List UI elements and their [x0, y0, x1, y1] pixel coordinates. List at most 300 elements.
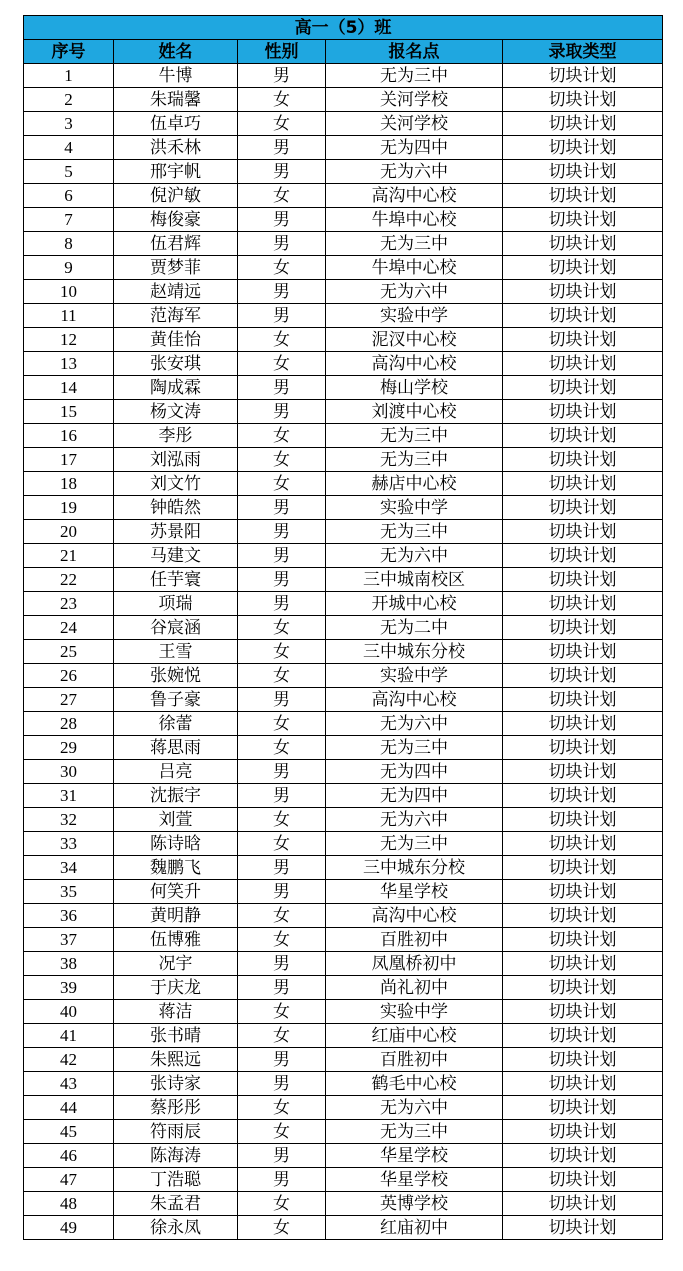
- admission-type-cell: 切块计划: [503, 448, 663, 472]
- index-cell: 38: [24, 952, 114, 976]
- school-cell: 无为三中: [326, 64, 503, 88]
- table-row: [24, 640, 663, 664]
- gender-cell: 女: [238, 928, 326, 952]
- name-cell: 王雪: [114, 640, 238, 664]
- index-cell: 26: [24, 664, 114, 688]
- school-cell: 关河学校: [326, 112, 503, 136]
- admission-type-cell: 切块计划: [503, 808, 663, 832]
- gender-cell: 男: [238, 952, 326, 976]
- admission-type-cell: 切块计划: [503, 856, 663, 880]
- admission-type-cell: 切块计划: [503, 1216, 663, 1240]
- school-cell: 无为六中: [326, 160, 503, 184]
- gender-cell: 男: [238, 592, 326, 616]
- gender-cell: 男: [238, 496, 326, 520]
- gender-cell: 女: [238, 1192, 326, 1216]
- admission-type-cell: 切块计划: [503, 1000, 663, 1024]
- name-cell: 刘泓雨: [114, 448, 238, 472]
- gender-cell: 男: [238, 208, 326, 232]
- table-row: [24, 1216, 663, 1240]
- index-cell: 11: [24, 304, 114, 328]
- school-cell: 无为六中: [326, 544, 503, 568]
- name-cell: 张诗家: [114, 1072, 238, 1096]
- table-row: [24, 928, 663, 952]
- admission-type-cell: 切块计划: [503, 640, 663, 664]
- gender-cell: 男: [238, 856, 326, 880]
- index-cell: 42: [24, 1048, 114, 1072]
- table-row: [24, 568, 663, 592]
- gender-cell: 女: [238, 1000, 326, 1024]
- admission-type-cell: 切块计划: [503, 64, 663, 88]
- index-cell: 15: [24, 400, 114, 424]
- admission-type-cell: 切块计划: [503, 328, 663, 352]
- table-row: [24, 1048, 663, 1072]
- admission-type-cell: 切块计划: [503, 928, 663, 952]
- gender-cell: 男: [238, 232, 326, 256]
- gender-cell: 女: [238, 424, 326, 448]
- admission-type-cell: 切块计划: [503, 784, 663, 808]
- admission-type-cell: 切块计划: [503, 736, 663, 760]
- school-cell: 三中城南校区: [326, 568, 503, 592]
- index-cell: 19: [24, 496, 114, 520]
- gender-cell: 女: [238, 640, 326, 664]
- name-cell: 张书晴: [114, 1024, 238, 1048]
- admission-type-cell: 切块计划: [503, 760, 663, 784]
- table-row: [24, 904, 663, 928]
- admission-type-cell: 切块计划: [503, 280, 663, 304]
- admission-type-cell: 切块计划: [503, 1144, 663, 1168]
- table-row: [24, 88, 663, 112]
- admission-type-cell: 切块计划: [503, 352, 663, 376]
- table-row: [24, 328, 663, 352]
- gender-cell: 女: [238, 352, 326, 376]
- gender-cell: 男: [238, 400, 326, 424]
- index-cell: 20: [24, 520, 114, 544]
- name-cell: 谷宸涵: [114, 616, 238, 640]
- school-cell: 梅山学校: [326, 376, 503, 400]
- gender-cell: 男: [238, 760, 326, 784]
- name-cell: 陈海涛: [114, 1144, 238, 1168]
- name-cell: 符雨辰: [114, 1120, 238, 1144]
- index-cell: 17: [24, 448, 114, 472]
- admission-type-cell: 切块计划: [503, 544, 663, 568]
- index-cell: 49: [24, 1216, 114, 1240]
- school-cell: 实验中学: [326, 664, 503, 688]
- index-cell: 1: [24, 64, 114, 88]
- gender-cell: 女: [238, 256, 326, 280]
- index-cell: 6: [24, 184, 114, 208]
- index-cell: 22: [24, 568, 114, 592]
- school-cell: 三中城东分校: [326, 856, 503, 880]
- index-cell: 29: [24, 736, 114, 760]
- school-cell: 牛埠中心校: [326, 208, 503, 232]
- school-cell: 华星学校: [326, 1168, 503, 1192]
- table-row: [24, 1120, 663, 1144]
- table-row: [24, 880, 663, 904]
- table-row: [24, 952, 663, 976]
- gender-cell: 女: [238, 472, 326, 496]
- gender-cell: 女: [238, 736, 326, 760]
- name-cell: 项瑞: [114, 592, 238, 616]
- admission-type-cell: 切块计划: [503, 1168, 663, 1192]
- school-cell: 无为四中: [326, 784, 503, 808]
- header-gender: 性别: [238, 40, 326, 64]
- school-cell: 三中城东分校: [326, 640, 503, 664]
- admission-type-cell: 切块计划: [503, 832, 663, 856]
- index-cell: 43: [24, 1072, 114, 1096]
- admission-type-cell: 切块计划: [503, 232, 663, 256]
- table-row: [24, 352, 663, 376]
- name-cell: 杨文涛: [114, 400, 238, 424]
- school-cell: 高沟中心校: [326, 904, 503, 928]
- table-row: [24, 784, 663, 808]
- school-cell: 华星学校: [326, 880, 503, 904]
- admission-type-cell: 切块计划: [503, 1024, 663, 1048]
- name-cell: 丁浩聪: [114, 1168, 238, 1192]
- school-cell: 红庙初中: [326, 1216, 503, 1240]
- name-cell: 洪禾林: [114, 136, 238, 160]
- name-cell: 朱瑞馨: [114, 88, 238, 112]
- gender-cell: 男: [238, 520, 326, 544]
- table-row: [24, 496, 663, 520]
- gender-cell: 女: [238, 1096, 326, 1120]
- table-row: [24, 520, 663, 544]
- school-cell: 红庙中心校: [326, 1024, 503, 1048]
- index-cell: 46: [24, 1144, 114, 1168]
- school-cell: 百胜初中: [326, 928, 503, 952]
- admission-type-cell: 切块计划: [503, 160, 663, 184]
- index-cell: 3: [24, 112, 114, 136]
- name-cell: 钟皓然: [114, 496, 238, 520]
- table-row: [24, 832, 663, 856]
- header-index: 序号: [24, 40, 114, 64]
- school-cell: 无为三中: [326, 232, 503, 256]
- table-row: [24, 688, 663, 712]
- school-cell: 无为四中: [326, 136, 503, 160]
- name-cell: 刘萱: [114, 808, 238, 832]
- name-cell: 蒋洁: [114, 1000, 238, 1024]
- name-cell: 邢宇帆: [114, 160, 238, 184]
- school-cell: 凤凰桥初中: [326, 952, 503, 976]
- gender-cell: 女: [238, 184, 326, 208]
- name-cell: 蒋思雨: [114, 736, 238, 760]
- gender-cell: 男: [238, 568, 326, 592]
- table-row: [24, 472, 663, 496]
- name-cell: 何笑升: [114, 880, 238, 904]
- table-row: [24, 1000, 663, 1024]
- header-admission-type: 录取类型: [503, 40, 663, 64]
- admission-type-cell: 切块计划: [503, 1096, 663, 1120]
- gender-cell: 女: [238, 328, 326, 352]
- gender-cell: 女: [238, 448, 326, 472]
- admission-type-cell: 切块计划: [503, 208, 663, 232]
- school-cell: 尚礼初中: [326, 976, 503, 1000]
- gender-cell: 女: [238, 664, 326, 688]
- table-title: 高一（5）班: [24, 16, 663, 40]
- name-cell: 牛博: [114, 64, 238, 88]
- gender-cell: 男: [238, 1168, 326, 1192]
- index-cell: 4: [24, 136, 114, 160]
- admission-type-cell: 切块计划: [503, 688, 663, 712]
- index-cell: 25: [24, 640, 114, 664]
- school-cell: 无为三中: [326, 448, 503, 472]
- school-cell: 鹤毛中心校: [326, 1072, 503, 1096]
- school-cell: 实验中学: [326, 304, 503, 328]
- index-cell: 9: [24, 256, 114, 280]
- admission-type-cell: 切块计划: [503, 112, 663, 136]
- name-cell: 朱孟君: [114, 1192, 238, 1216]
- table-row: [24, 736, 663, 760]
- header-school: 报名点: [326, 40, 503, 64]
- name-cell: 沈振宇: [114, 784, 238, 808]
- admission-type-cell: 切块计划: [503, 616, 663, 640]
- table-row: [24, 208, 663, 232]
- index-cell: 13: [24, 352, 114, 376]
- name-cell: 梅俊豪: [114, 208, 238, 232]
- index-cell: 12: [24, 328, 114, 352]
- admission-type-cell: 切块计划: [503, 592, 663, 616]
- school-cell: 牛埠中心校: [326, 256, 503, 280]
- index-cell: 36: [24, 904, 114, 928]
- name-cell: 于庆龙: [114, 976, 238, 1000]
- name-cell: 赵靖远: [114, 280, 238, 304]
- index-cell: 2: [24, 88, 114, 112]
- table-row: [24, 424, 663, 448]
- name-cell: 苏景阳: [114, 520, 238, 544]
- school-cell: 实验中学: [326, 1000, 503, 1024]
- index-cell: 14: [24, 376, 114, 400]
- table-row: [24, 760, 663, 784]
- name-cell: 黄佳怡: [114, 328, 238, 352]
- gender-cell: 男: [238, 1072, 326, 1096]
- admission-type-cell: 切块计划: [503, 1192, 663, 1216]
- name-cell: 蔡彤彤: [114, 1096, 238, 1120]
- name-cell: 刘文竹: [114, 472, 238, 496]
- school-cell: 无为三中: [326, 832, 503, 856]
- index-cell: 28: [24, 712, 114, 736]
- table-row: [24, 64, 663, 88]
- school-cell: 高沟中心校: [326, 184, 503, 208]
- gender-cell: 女: [238, 1024, 326, 1048]
- admission-type-cell: 切块计划: [503, 184, 663, 208]
- name-cell: 况宇: [114, 952, 238, 976]
- gender-cell: 女: [238, 712, 326, 736]
- name-cell: 魏鹏飞: [114, 856, 238, 880]
- class-roster-table: [23, 15, 663, 1240]
- name-cell: 伍卓巧: [114, 112, 238, 136]
- index-cell: 44: [24, 1096, 114, 1120]
- table-row: [24, 856, 663, 880]
- index-cell: 35: [24, 880, 114, 904]
- table-row: [24, 592, 663, 616]
- index-cell: 39: [24, 976, 114, 1000]
- table-row: [24, 400, 663, 424]
- index-cell: 45: [24, 1120, 114, 1144]
- gender-cell: 男: [238, 1144, 326, 1168]
- name-cell: 张婉悦: [114, 664, 238, 688]
- table-row: [24, 616, 663, 640]
- name-cell: 倪沪敏: [114, 184, 238, 208]
- table-row: [24, 304, 663, 328]
- index-cell: 31: [24, 784, 114, 808]
- header-row: [24, 40, 663, 64]
- table-row: [24, 1144, 663, 1168]
- name-cell: 陶成霖: [114, 376, 238, 400]
- admission-type-cell: 切块计划: [503, 1120, 663, 1144]
- index-cell: 40: [24, 1000, 114, 1024]
- gender-cell: 男: [238, 1048, 326, 1072]
- gender-cell: 男: [238, 784, 326, 808]
- school-cell: 实验中学: [326, 496, 503, 520]
- index-cell: 21: [24, 544, 114, 568]
- index-cell: 7: [24, 208, 114, 232]
- school-cell: 无为三中: [326, 736, 503, 760]
- admission-type-cell: 切块计划: [503, 424, 663, 448]
- gender-cell: 男: [238, 64, 326, 88]
- admission-type-cell: 切块计划: [503, 88, 663, 112]
- gender-cell: 女: [238, 904, 326, 928]
- table-row: [24, 448, 663, 472]
- index-cell: 30: [24, 760, 114, 784]
- index-cell: 18: [24, 472, 114, 496]
- name-cell: 马建文: [114, 544, 238, 568]
- index-cell: 41: [24, 1024, 114, 1048]
- school-cell: 泥汊中心校: [326, 328, 503, 352]
- school-cell: 无为三中: [326, 424, 503, 448]
- gender-cell: 女: [238, 832, 326, 856]
- name-cell: 范海军: [114, 304, 238, 328]
- school-cell: 华星学校: [326, 1144, 503, 1168]
- admission-type-cell: 切块计划: [503, 712, 663, 736]
- admission-type-cell: 切块计划: [503, 520, 663, 544]
- admission-type-cell: 切块计划: [503, 376, 663, 400]
- gender-cell: 女: [238, 112, 326, 136]
- name-cell: 黄明静: [114, 904, 238, 928]
- table-row: [24, 664, 663, 688]
- gender-cell: 女: [238, 616, 326, 640]
- table-row: [24, 112, 663, 136]
- index-cell: 37: [24, 928, 114, 952]
- admission-type-cell: 切块计划: [503, 472, 663, 496]
- school-cell: 无为二中: [326, 616, 503, 640]
- name-cell: 朱熙远: [114, 1048, 238, 1072]
- school-cell: 赫店中心校: [326, 472, 503, 496]
- name-cell: 李彤: [114, 424, 238, 448]
- table-row: [24, 136, 663, 160]
- index-cell: 32: [24, 808, 114, 832]
- table-row: [24, 280, 663, 304]
- table-row: [24, 376, 663, 400]
- gender-cell: 男: [238, 160, 326, 184]
- header-name: 姓名: [114, 40, 238, 64]
- admission-type-cell: 切块计划: [503, 1072, 663, 1096]
- name-cell: 吕亮: [114, 760, 238, 784]
- admission-type-cell: 切块计划: [503, 976, 663, 1000]
- gender-cell: 女: [238, 1216, 326, 1240]
- table-row: [24, 1192, 663, 1216]
- school-cell: 百胜初中: [326, 1048, 503, 1072]
- table-row: [24, 712, 663, 736]
- index-cell: 5: [24, 160, 114, 184]
- index-cell: 24: [24, 616, 114, 640]
- gender-cell: 男: [238, 304, 326, 328]
- gender-cell: 女: [238, 808, 326, 832]
- admission-type-cell: 切块计划: [503, 664, 663, 688]
- index-cell: 23: [24, 592, 114, 616]
- index-cell: 47: [24, 1168, 114, 1192]
- school-cell: 英博学校: [326, 1192, 503, 1216]
- index-cell: 8: [24, 232, 114, 256]
- gender-cell: 男: [238, 688, 326, 712]
- school-cell: 开城中心校: [326, 592, 503, 616]
- admission-type-cell: 切块计划: [503, 400, 663, 424]
- name-cell: 伍君辉: [114, 232, 238, 256]
- school-cell: 高沟中心校: [326, 352, 503, 376]
- index-cell: 10: [24, 280, 114, 304]
- school-cell: 关河学校: [326, 88, 503, 112]
- gender-cell: 女: [238, 1120, 326, 1144]
- school-cell: 无为六中: [326, 280, 503, 304]
- admission-type-cell: 切块计划: [503, 904, 663, 928]
- name-cell: 任芋寰: [114, 568, 238, 592]
- table-row: [24, 1096, 663, 1120]
- table-row: [24, 808, 663, 832]
- name-cell: 张安琪: [114, 352, 238, 376]
- table-row: [24, 544, 663, 568]
- admission-type-cell: 切块计划: [503, 952, 663, 976]
- table-row: [24, 1024, 663, 1048]
- table-row: [24, 976, 663, 1000]
- title-row: [24, 16, 663, 40]
- school-cell: 无为六中: [326, 1096, 503, 1120]
- table-row: [24, 1072, 663, 1096]
- table-row: [24, 1168, 663, 1192]
- school-cell: 无为四中: [326, 760, 503, 784]
- gender-cell: 男: [238, 976, 326, 1000]
- admission-type-cell: 切块计划: [503, 304, 663, 328]
- index-cell: 16: [24, 424, 114, 448]
- table-row: [24, 256, 663, 280]
- admission-type-cell: 切块计划: [503, 1048, 663, 1072]
- school-cell: 无为六中: [326, 712, 503, 736]
- admission-type-cell: 切块计划: [503, 256, 663, 280]
- index-cell: 33: [24, 832, 114, 856]
- admission-type-cell: 切块计划: [503, 496, 663, 520]
- table-row: [24, 160, 663, 184]
- school-cell: 刘渡中心校: [326, 400, 503, 424]
- gender-cell: 男: [238, 280, 326, 304]
- admission-type-cell: 切块计划: [503, 880, 663, 904]
- gender-cell: 男: [238, 544, 326, 568]
- table-row: [24, 232, 663, 256]
- gender-cell: 女: [238, 88, 326, 112]
- index-cell: 34: [24, 856, 114, 880]
- name-cell: 鲁子豪: [114, 688, 238, 712]
- school-cell: 无为三中: [326, 1120, 503, 1144]
- school-cell: 无为六中: [326, 808, 503, 832]
- school-cell: 高沟中心校: [326, 688, 503, 712]
- name-cell: 贾梦菲: [114, 256, 238, 280]
- name-cell: 徐永凤: [114, 1216, 238, 1240]
- name-cell: 徐蕾: [114, 712, 238, 736]
- index-cell: 48: [24, 1192, 114, 1216]
- admission-type-cell: 切块计划: [503, 136, 663, 160]
- school-cell: 无为三中: [326, 520, 503, 544]
- name-cell: 伍博雅: [114, 928, 238, 952]
- gender-cell: 男: [238, 376, 326, 400]
- name-cell: 陈诗晗: [114, 832, 238, 856]
- gender-cell: 男: [238, 880, 326, 904]
- table-row: [24, 184, 663, 208]
